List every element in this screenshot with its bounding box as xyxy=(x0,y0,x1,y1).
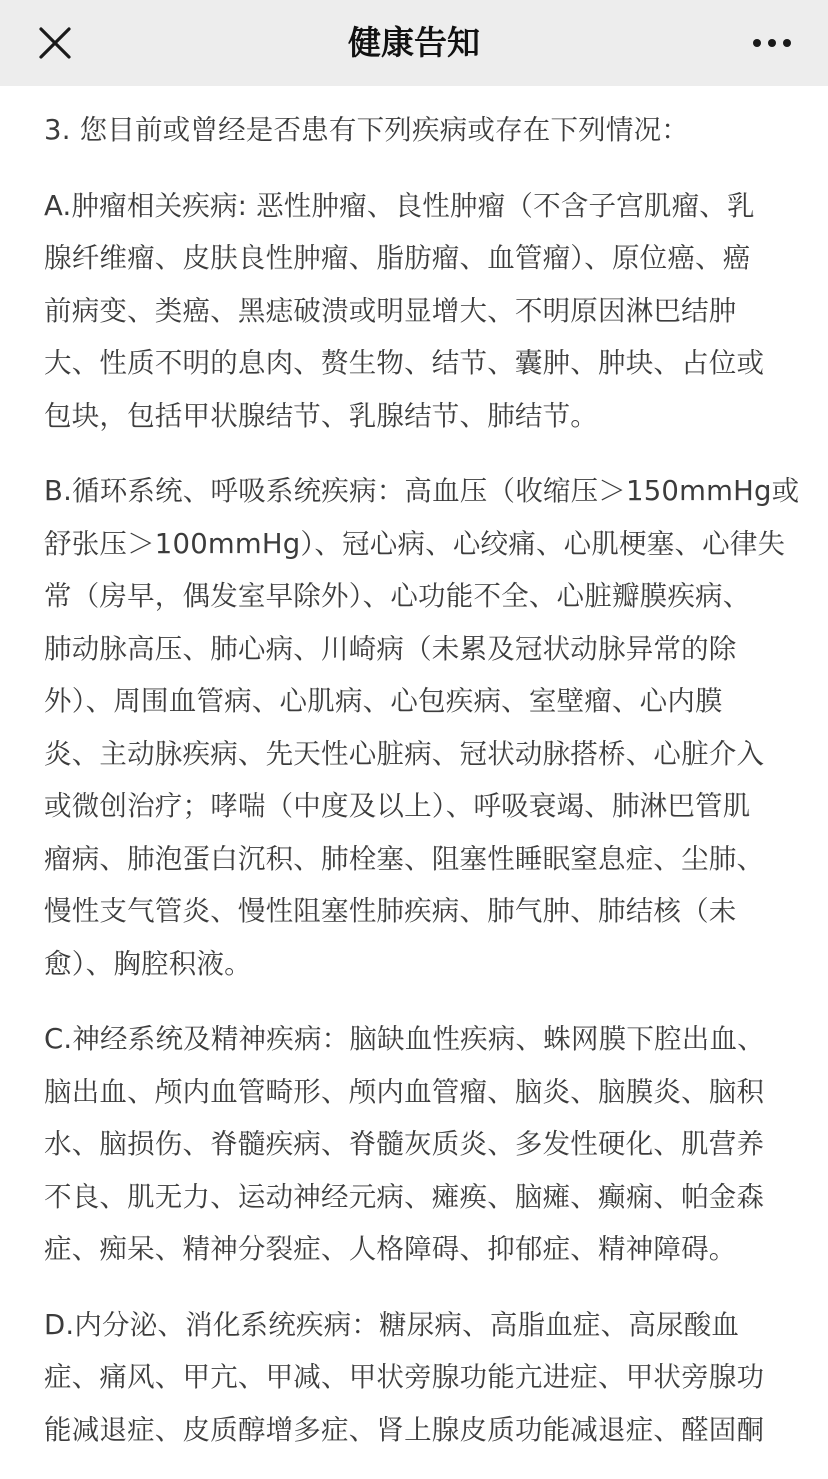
section-d-endocrine-digestive xyxy=(44,1299,792,1457)
section-text-line: 肺动脉高压、肺心病、川崎病（未累及冠状动脉异常的除 xyxy=(44,632,737,665)
section-text-line: D.内分泌、消化系统疾病：糖尿病、高脂血症、高尿酸血 xyxy=(44,1308,740,1341)
section-text-line: 或微创治疗；哮喘（中度及以上）、呼吸衰竭、肺淋巴管肌 xyxy=(44,790,751,822)
section-text-line: 脑出血、颅内血管畸形、颅内血管瘤、脑炎、脑膜炎、脑积 xyxy=(44,1075,765,1108)
health-notice-content xyxy=(44,104,800,1479)
section-text-line: 外）、周围血管病、心肌病、心包疾病、室壁瘤、心内膜 xyxy=(44,685,723,717)
section-text-line: 大、性质不明的息肉、赘生物、结节、囊肿、肿块、占位或 xyxy=(44,347,765,379)
section-text-line: 愈）、胸腔积液。 xyxy=(44,947,252,980)
section-text-line: 舒张压＞100mmHg）、冠心病、心绞痛、心肌梗塞、心律失 xyxy=(44,527,786,560)
close-button[interactable] xyxy=(30,19,80,67)
section-text-line: 包块，包括甲状腺结节、乳腺结节、肺结节。 xyxy=(44,399,598,432)
section-text-line: 水、脑损伤、脊髓疾病、脊髓灰质炎、多发性硬化、肌营养 xyxy=(44,1128,765,1160)
section-text-line: 常（房早，偶发室早除外）、心功能不全、心脏瓣膜疾病、 xyxy=(44,580,751,612)
question-text: 3. 您目前或曾经是否患有下列疾病或存在下列情况： xyxy=(44,114,689,146)
section-text-line: C.神经系统及精神疾病：脑缺血性疾病、蛛网膜下腔出血、 xyxy=(44,1023,765,1055)
close-icon xyxy=(38,26,72,60)
section-text-line: 前病变、类癌、黑痣破溃或明显增大、不明原因淋巴结肿 xyxy=(44,294,737,327)
section-text-line: 症、痛风、甲亢、甲减、甲状旁腺功能亢进症、甲状旁腺功 xyxy=(44,1361,765,1393)
section-text-line: 炎、主动脉疾病、先天性心脏病、冠状动脉搭桥、心脏介入 xyxy=(44,737,765,770)
section-text-line: 腺纤维瘤、皮肤良性肿瘤、脂肪瘤、血管瘤）、原位癌、癌 xyxy=(44,242,751,274)
section-b-circulatory-respiratory xyxy=(44,465,800,990)
more-dots-icon xyxy=(752,38,792,48)
disease-sections xyxy=(44,180,800,1457)
more-options-button[interactable] xyxy=(746,22,798,64)
section-text-line: A.肿瘤相关疾病: 恶性肿瘤、良性肿瘤（不含子宫肌瘤、乳 xyxy=(44,189,755,222)
section-a-tumor xyxy=(44,180,792,443)
top-navigation-bar xyxy=(0,0,828,86)
section-text-line: 瘤病、肺泡蛋白沉积、肺栓塞、阻塞性睡眠窒息症、尘肺、 xyxy=(44,842,765,875)
section-text-line: B.循环系统、呼吸系统疾病：高血压（收缩压＞150mmHg或 xyxy=(44,475,800,507)
section-text-line: 能减退症、皮质醇增多症、肾上腺皮质功能减退症、醛固酮 xyxy=(44,1413,765,1446)
section-text-line: 症、痴呆、精神分裂症、人格障碍、抑郁症、精神障碍。 xyxy=(44,1233,737,1265)
section-text-line: 慢性支气管炎、慢性阻塞性肺疾病、肺气肿、肺结核（未 xyxy=(44,895,737,927)
page-title: 健康告知 xyxy=(348,23,480,62)
section-c-neurological-mental xyxy=(44,1013,792,1276)
section-text-line: 不良、肌无力、运动神经元病、瘫痪、脑瘫、癫痫、帕金森 xyxy=(44,1180,765,1213)
